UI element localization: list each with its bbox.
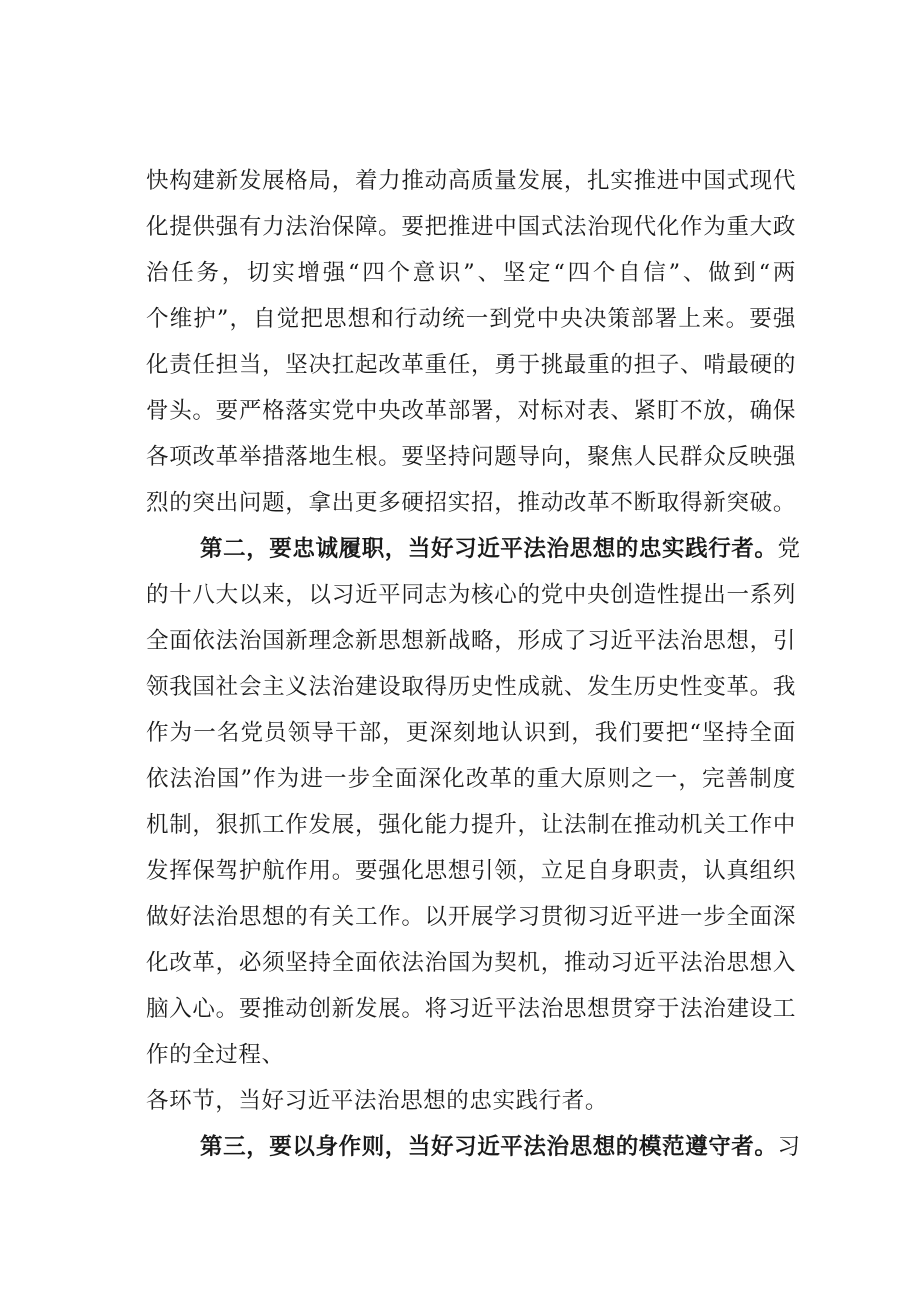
body-text-line: 领我国社会主义法治建设取得历史性成就、发生历史性变革。我 [146,674,796,700]
body-text-line: 机制，狠抓工作发展，强化能力提升，让法制在推动机关工作中 [146,812,796,838]
paragraph-3-heading: 第三，要以身作则，当好习近平法治思想的模范遵守者。 [200,1134,778,1160]
body-text-line: 快构建新发展格局，着力推动高质量发展，扎实推进中国式现代 [146,168,796,194]
body-text-line: 化提供强有力法治保障。要把推进中国式法治现代化作为重大政 [146,214,796,240]
body-text-line: 治任务，切实增强“四个意识”、坚定“四个自信”、做到“两 [146,260,796,286]
paragraph-3-first-line-tail: 习 [777,1134,801,1160]
body-text-line: 各项改革举措落地生根。要坚持问题导向，聚焦人民群众反映强 [146,444,796,470]
body-text-line: 化改革，必须坚持全面依法治国为契机，推动习近平法治思想入 [146,950,796,976]
body-text-line: 脑入心。要推动创新发展。将习近平法治思想贯穿于法治建设工 [146,996,796,1022]
paragraph-2-heading: 第二，要忠诚履职，当好习近平法治思想的忠实践行者。 [200,536,778,562]
body-text-line: 全面依法治国新理念新思想新战略，形成了习近平法治思想，引 [146,628,796,654]
body-text-line: 各环节，当好习近平法治思想的忠实践行者。 [146,1088,609,1114]
body-text-line: 依法治国”作为进一步全面深化改革的重大原则之一，完善制度 [146,766,796,792]
paragraph-2-first-line [200,529,801,569]
body-text-line: 化责任担当，坚决扛起改革重任，勇于挑最重的担子、啃最硬的 [146,352,796,378]
paragraph-3-first-line [200,1127,801,1167]
body-text-line: 做好法治思想的有关工作。以开展学习贯彻习近平进一步全面深 [146,904,796,930]
body-text-line: 的十八大以来，以习近平同志为核心的党中央创造性提出一系列 [146,582,796,608]
body-text-line: 烈的突出问题，拿出更多硬招实招，推动改革不断取得新突破。 [146,490,796,516]
body-text-line: 作为一名党员领导干部，更深刻地认识到，我们要把“坚持全面 [146,720,796,746]
body-text-line: 骨头。要严格落实党中央改革部署，对标对表、紧盯不放，确保 [146,398,796,424]
body-text-line: 发挥保驾护航作用。要强化思想引领，立足自身职责，认真组织 [146,858,796,884]
body-text-line: 作的全过程、 [146,1042,285,1068]
body-text-line: 个维护”，自觉把思想和行动统一到党中央决策部署上来。要强 [146,306,796,332]
paragraph-2-first-line-tail: 党 [777,536,801,562]
